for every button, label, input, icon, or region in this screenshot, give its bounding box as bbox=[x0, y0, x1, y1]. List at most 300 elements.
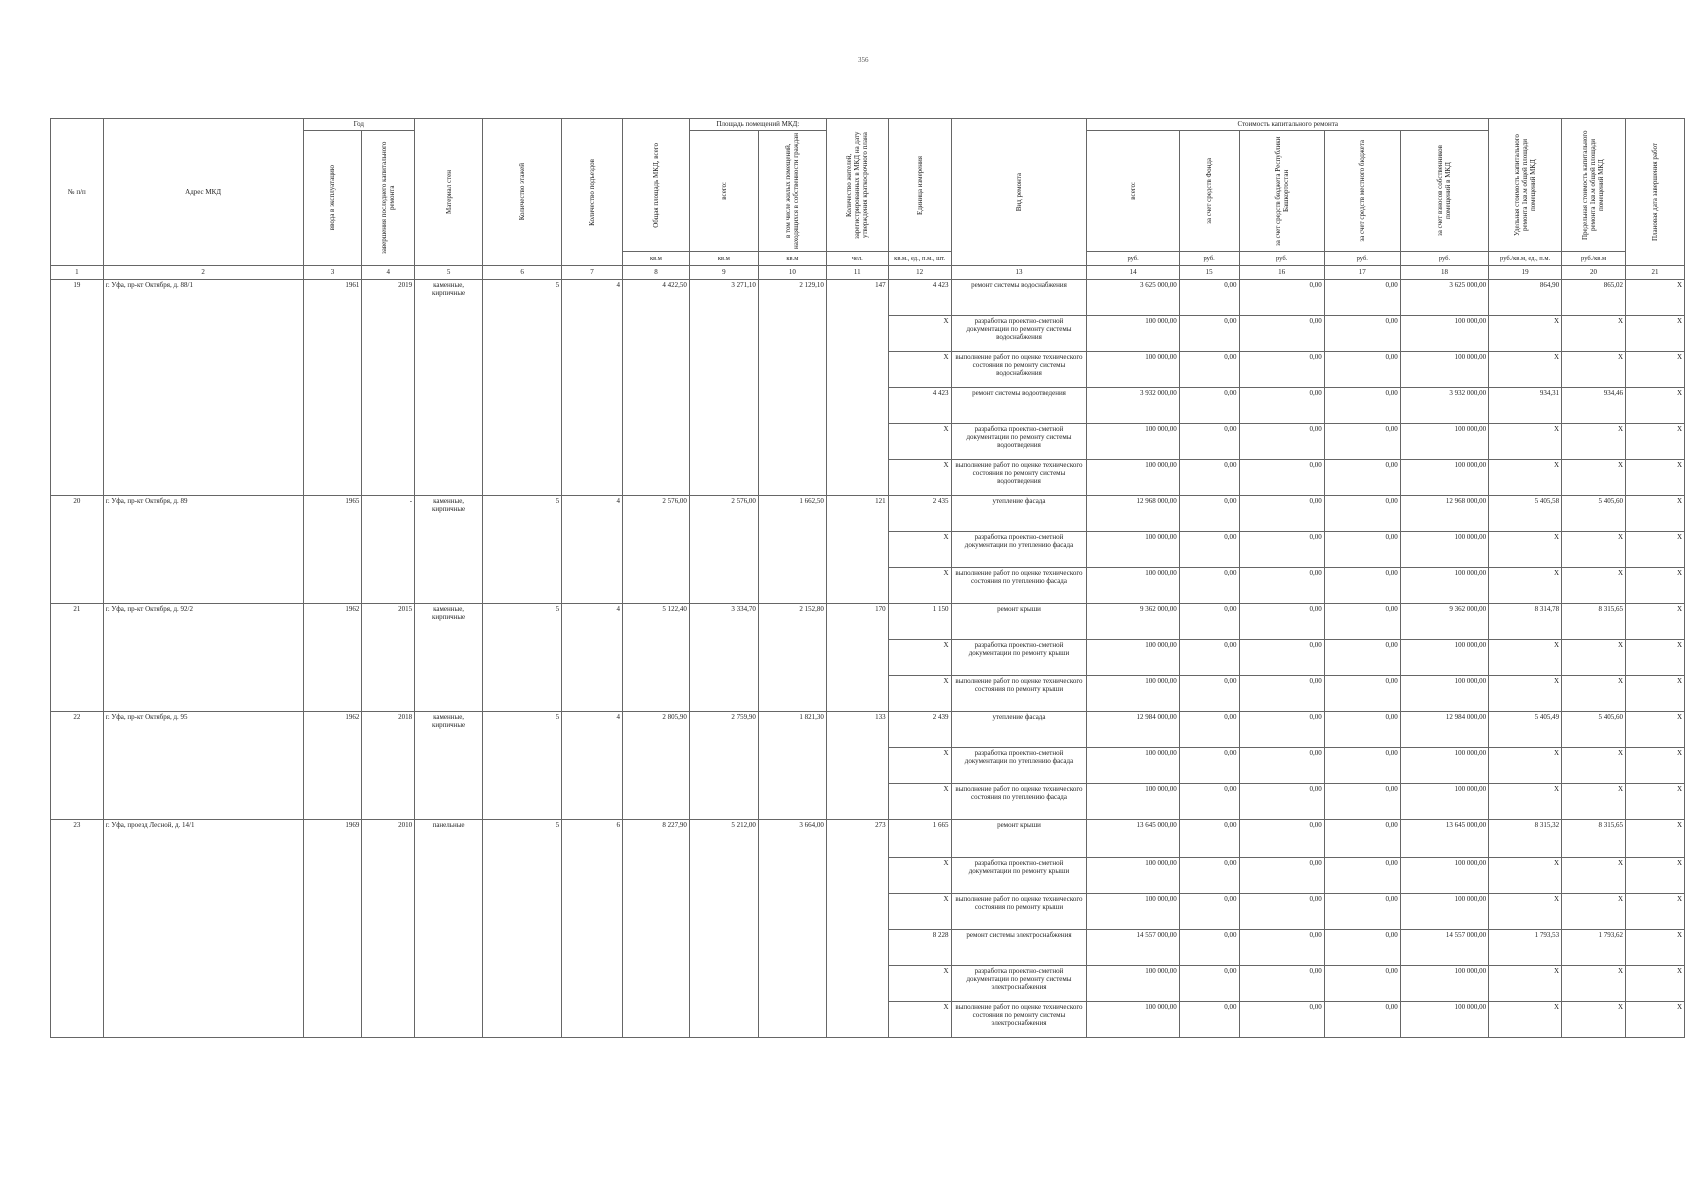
cost-total: 14 557 000,00 bbox=[1087, 930, 1179, 966]
max-cost: 8 315,65 bbox=[1562, 604, 1626, 640]
cost-owners: 3 625 000,00 bbox=[1400, 280, 1488, 316]
cost-local-budget: 0,00 bbox=[1324, 604, 1400, 640]
cost-owners: 100 000,00 bbox=[1400, 460, 1488, 496]
year-commission: 1961 bbox=[303, 280, 362, 496]
work-type: разработка проектно-сметной документации по утеплению фасада bbox=[951, 748, 1087, 784]
cost-total: 12 968 000,00 bbox=[1087, 496, 1179, 532]
cost-total: 100 000,00 bbox=[1087, 640, 1179, 676]
plan-date: X bbox=[1626, 532, 1685, 568]
unit-cost: 934,31 bbox=[1489, 388, 1562, 424]
premises-total: 2 576,00 bbox=[689, 496, 758, 604]
header-plan-date bbox=[1626, 119, 1685, 266]
cost-rb-budget: 0,00 bbox=[1239, 640, 1324, 676]
premises-contrib: 2 152,80 bbox=[758, 604, 826, 712]
max-cost: X bbox=[1562, 316, 1626, 352]
entrances-count: 4 bbox=[562, 280, 623, 496]
header-premises-total bbox=[689, 131, 758, 252]
cost-rb-budget: 0,00 bbox=[1239, 1002, 1324, 1038]
unit-fund: руб. bbox=[1179, 252, 1239, 266]
header-unit-cost-text: Удельная стоимость капитального ремонта 1кв.м общей площади помещений МКД bbox=[1513, 134, 1538, 236]
column-number: 11 bbox=[826, 266, 888, 280]
table-body bbox=[51, 280, 1685, 1038]
premises-total: 3 334,70 bbox=[689, 604, 758, 712]
cost-rb-budget: 0,00 bbox=[1239, 966, 1324, 1002]
plan-date: X bbox=[1626, 894, 1685, 930]
header-entrances bbox=[562, 119, 623, 266]
cost-owners: 100 000,00 bbox=[1400, 748, 1488, 784]
header-year-commission-text: ввода в эксплуатацию bbox=[328, 165, 337, 231]
cost-rb-budget: 0,00 bbox=[1239, 676, 1324, 712]
plan-date: X bbox=[1626, 388, 1685, 424]
premises-contrib: 3 664,00 bbox=[758, 820, 826, 1038]
table-row bbox=[51, 712, 1685, 748]
cost-rb-budget: 0,00 bbox=[1239, 316, 1324, 352]
column-number: 14 bbox=[1087, 266, 1179, 280]
column-number: 7 bbox=[562, 266, 623, 280]
header-unit bbox=[888, 119, 951, 252]
plan-date: X bbox=[1626, 748, 1685, 784]
work-quantity: X bbox=[888, 676, 951, 712]
cost-fund: 0,00 bbox=[1179, 280, 1239, 316]
cost-local-budget: 0,00 bbox=[1324, 424, 1400, 460]
header-owners-text: за счет взносов собственников помещений в МКД bbox=[1436, 145, 1453, 237]
cost-local-budget: 0,00 bbox=[1324, 894, 1400, 930]
wall-material: каменные, кирпичные bbox=[415, 712, 483, 820]
work-quantity: 4 423 bbox=[888, 280, 951, 316]
house-number: 22 bbox=[51, 712, 104, 820]
premises-contrib: 1 821,30 bbox=[758, 712, 826, 820]
cost-fund: 0,00 bbox=[1179, 1002, 1239, 1038]
year-last-repair: 2010 bbox=[362, 820, 415, 1038]
max-cost: X bbox=[1562, 640, 1626, 676]
total-area: 8 227,90 bbox=[622, 820, 689, 1038]
cost-fund: 0,00 bbox=[1179, 316, 1239, 352]
house-address: г. Уфа, пр-кт Октября, д. 95 bbox=[103, 712, 303, 820]
house-number: 23 bbox=[51, 820, 104, 1038]
unit-cost: X bbox=[1489, 748, 1562, 784]
column-number: 17 bbox=[1324, 266, 1400, 280]
house-address: г. Уфа, пр-кт Октября, д. 88/1 bbox=[103, 280, 303, 496]
header-num: № п/п bbox=[51, 119, 104, 266]
header-fund bbox=[1179, 131, 1239, 252]
plan-date: X bbox=[1626, 676, 1685, 712]
column-number: 5 bbox=[415, 266, 483, 280]
year-commission: 1962 bbox=[303, 712, 362, 820]
cost-fund: 0,00 bbox=[1179, 604, 1239, 640]
cost-total: 100 000,00 bbox=[1087, 858, 1179, 894]
work-type: разработка проектно-сметной документации по утеплению фасада bbox=[951, 532, 1087, 568]
floors-count: 5 bbox=[483, 712, 562, 820]
year-commission: 1962 bbox=[303, 604, 362, 712]
max-cost: X bbox=[1562, 676, 1626, 712]
premises-contrib: 1 662,50 bbox=[758, 496, 826, 604]
cost-rb-budget: 0,00 bbox=[1239, 388, 1324, 424]
cost-total: 100 000,00 bbox=[1087, 1002, 1179, 1038]
cost-total: 100 000,00 bbox=[1087, 894, 1179, 930]
cost-rb-budget: 0,00 bbox=[1239, 352, 1324, 388]
work-quantity: X bbox=[888, 640, 951, 676]
work-quantity: X bbox=[888, 568, 951, 604]
header-fund-text: за счет средств Фонда bbox=[1205, 158, 1214, 224]
house-number: 21 bbox=[51, 604, 104, 712]
work-type: выполнение работ по оценке технического состояния по утеплению фасада bbox=[951, 784, 1087, 820]
header-address: Адрес МКД bbox=[103, 119, 303, 266]
residents-count: 133 bbox=[826, 712, 888, 820]
cost-owners: 100 000,00 bbox=[1400, 316, 1488, 352]
unit-cost: X bbox=[1489, 894, 1562, 930]
cost-local-budget: 0,00 bbox=[1324, 676, 1400, 712]
cost-rb-budget: 0,00 bbox=[1239, 894, 1324, 930]
unit-unit-cost: руб./кв.м, ед., п.м. bbox=[1489, 252, 1562, 266]
cost-rb-budget: 0,00 bbox=[1239, 568, 1324, 604]
floors-count: 5 bbox=[483, 820, 562, 1038]
cost-owners: 12 968 000,00 bbox=[1400, 496, 1488, 532]
header-rb-budget-text: за счет средств бюджета Республики Башкортостан bbox=[1273, 136, 1290, 246]
work-quantity: 2 439 bbox=[888, 712, 951, 748]
cost-local-budget: 0,00 bbox=[1324, 568, 1400, 604]
year-last-repair: 2018 bbox=[362, 712, 415, 820]
cost-total: 100 000,00 bbox=[1087, 424, 1179, 460]
column-number: 12 bbox=[888, 266, 951, 280]
table-row bbox=[51, 820, 1685, 858]
floors-count: 5 bbox=[483, 496, 562, 604]
unit-cost: 5 405,58 bbox=[1489, 496, 1562, 532]
cost-local-budget: 0,00 bbox=[1324, 280, 1400, 316]
work-type: ремонт системы водоотведения bbox=[951, 388, 1087, 424]
unit-cost: 1 793,53 bbox=[1489, 930, 1562, 966]
work-type: выполнение работ по оценке технического состояния по ремонту системы водоснабжения bbox=[951, 352, 1087, 388]
cost-fund: 0,00 bbox=[1179, 640, 1239, 676]
cost-local-budget: 0,00 bbox=[1324, 460, 1400, 496]
header-floors bbox=[483, 119, 562, 266]
residents-count: 170 bbox=[826, 604, 888, 712]
work-quantity: X bbox=[888, 532, 951, 568]
header-local-budget bbox=[1324, 131, 1400, 252]
cost-owners: 13 645 000,00 bbox=[1400, 820, 1488, 858]
table-row bbox=[51, 604, 1685, 640]
cost-local-budget: 0,00 bbox=[1324, 748, 1400, 784]
unit-cost: X bbox=[1489, 784, 1562, 820]
work-type: разработка проектно-сметной документации по ремонту системы электроснабжения bbox=[951, 966, 1087, 1002]
cost-rb-budget: 0,00 bbox=[1239, 712, 1324, 748]
cost-local-budget: 0,00 bbox=[1324, 532, 1400, 568]
column-number: 13 bbox=[951, 266, 1087, 280]
cost-fund: 0,00 bbox=[1179, 676, 1239, 712]
header-rb-budget bbox=[1239, 131, 1324, 252]
house-address: г. Уфа, пр-кт Октября, д. 92/2 bbox=[103, 604, 303, 712]
work-type: разработка проектно-сметной документации по ремонту системы водоотведения bbox=[951, 424, 1087, 460]
plan-date: X bbox=[1626, 640, 1685, 676]
max-cost: 934,46 bbox=[1562, 388, 1626, 424]
unit-cost: 5 405,49 bbox=[1489, 712, 1562, 748]
unit-cost: X bbox=[1489, 1002, 1562, 1038]
plan-date: X bbox=[1626, 496, 1685, 532]
header-unit-cost bbox=[1489, 119, 1562, 252]
column-number: 15 bbox=[1179, 266, 1239, 280]
unit-local-budget: руб. bbox=[1324, 252, 1400, 266]
header-work-type-text: Вид ремонта bbox=[1014, 172, 1023, 212]
house-number: 19 bbox=[51, 280, 104, 496]
header-premises-contrib-text: в том числе жилых помещений, находящихся в собственности граждан bbox=[784, 133, 801, 249]
cost-total: 100 000,00 bbox=[1087, 748, 1179, 784]
cost-fund: 0,00 bbox=[1179, 496, 1239, 532]
repair-plan-table bbox=[50, 118, 1685, 1038]
work-quantity: X bbox=[888, 316, 951, 352]
work-quantity: X bbox=[888, 460, 951, 496]
premises-total: 5 212,00 bbox=[689, 820, 758, 1038]
plan-date: X bbox=[1626, 604, 1685, 640]
unit-premises-contrib: кв.м bbox=[758, 252, 826, 266]
cost-fund: 0,00 bbox=[1179, 352, 1239, 388]
unit-rb-budget: руб. bbox=[1239, 252, 1324, 266]
cost-owners: 100 000,00 bbox=[1400, 568, 1488, 604]
table-header bbox=[51, 119, 1685, 280]
table-row bbox=[51, 280, 1685, 316]
cost-local-budget: 0,00 bbox=[1324, 352, 1400, 388]
cost-fund: 0,00 bbox=[1179, 532, 1239, 568]
work-quantity: 1 150 bbox=[888, 604, 951, 640]
work-quantity: X bbox=[888, 1002, 951, 1038]
page-number: 356 bbox=[858, 56, 869, 64]
work-type: разработка проектно-сметной документации по ремонту крыши bbox=[951, 858, 1087, 894]
work-quantity: X bbox=[888, 424, 951, 460]
wall-material: каменные, кирпичные bbox=[415, 496, 483, 604]
cost-owners: 100 000,00 bbox=[1400, 966, 1488, 1002]
year-last-repair: - bbox=[362, 496, 415, 604]
cost-fund: 0,00 bbox=[1179, 858, 1239, 894]
cost-owners: 9 362 000,00 bbox=[1400, 604, 1488, 640]
unit-cost: X bbox=[1489, 532, 1562, 568]
column-number: 18 bbox=[1400, 266, 1488, 280]
total-area: 5 122,40 bbox=[622, 604, 689, 712]
cost-total: 3 625 000,00 bbox=[1087, 280, 1179, 316]
cost-fund: 0,00 bbox=[1179, 460, 1239, 496]
plan-date: X bbox=[1626, 316, 1685, 352]
cost-fund: 0,00 bbox=[1179, 966, 1239, 1002]
header-wall-material-text: Материал стен bbox=[444, 170, 453, 214]
cost-local-budget: 0,00 bbox=[1324, 712, 1400, 748]
total-area: 4 422,50 bbox=[622, 280, 689, 496]
unit-owners: руб. bbox=[1400, 252, 1488, 266]
header-cost-total-text: всего: bbox=[1129, 182, 1138, 200]
work-quantity: X bbox=[888, 858, 951, 894]
unit-cost: X bbox=[1489, 858, 1562, 894]
column-number: 6 bbox=[483, 266, 562, 280]
header-cost-total bbox=[1087, 131, 1179, 252]
max-cost: X bbox=[1562, 352, 1626, 388]
repair-plan-table-container bbox=[50, 118, 1685, 1038]
cost-rb-budget: 0,00 bbox=[1239, 460, 1324, 496]
plan-date: X bbox=[1626, 280, 1685, 316]
cost-local-budget: 0,00 bbox=[1324, 388, 1400, 424]
year-last-repair: 2019 bbox=[362, 280, 415, 496]
unit-cost: X bbox=[1489, 676, 1562, 712]
house-address: г. Уфа, проезд Лесной, д. 14/1 bbox=[103, 820, 303, 1038]
cost-rb-budget: 0,00 bbox=[1239, 858, 1324, 894]
cost-fund: 0,00 bbox=[1179, 784, 1239, 820]
floors-count: 5 bbox=[483, 280, 562, 496]
cost-local-budget: 0,00 bbox=[1324, 930, 1400, 966]
house-number: 20 bbox=[51, 496, 104, 604]
cost-rb-budget: 0,00 bbox=[1239, 280, 1324, 316]
work-type: ремонт крыши bbox=[951, 820, 1087, 858]
work-type: выполнение работ по оценке технического состояния по ремонту системы водоотведения bbox=[951, 460, 1087, 496]
cost-owners: 100 000,00 bbox=[1400, 894, 1488, 930]
total-area: 2 805,90 bbox=[622, 712, 689, 820]
cost-fund: 0,00 bbox=[1179, 930, 1239, 966]
header-premises-contrib bbox=[758, 131, 826, 252]
work-quantity: X bbox=[888, 352, 951, 388]
column-number: 9 bbox=[689, 266, 758, 280]
unit-total-area: кв.м bbox=[622, 252, 689, 266]
max-cost: X bbox=[1562, 784, 1626, 820]
cost-local-budget: 0,00 bbox=[1324, 316, 1400, 352]
work-quantity: X bbox=[888, 966, 951, 1002]
unit-cost: 8 314,78 bbox=[1489, 604, 1562, 640]
header-cost-group: Стоимость капитального ремонта bbox=[1087, 119, 1489, 131]
residents-count: 121 bbox=[826, 496, 888, 604]
max-cost: 5 405,60 bbox=[1562, 712, 1626, 748]
year-commission: 1969 bbox=[303, 820, 362, 1038]
max-cost: X bbox=[1562, 424, 1626, 460]
work-type: выполнение работ по оценке технического состояния по ремонту крыши bbox=[951, 894, 1087, 930]
header-max-cost bbox=[1562, 119, 1626, 252]
work-type: утепление фасада bbox=[951, 712, 1087, 748]
plan-date: X bbox=[1626, 352, 1685, 388]
cost-total: 100 000,00 bbox=[1087, 532, 1179, 568]
cost-fund: 0,00 bbox=[1179, 894, 1239, 930]
max-cost: X bbox=[1562, 1002, 1626, 1038]
cost-local-budget: 0,00 bbox=[1324, 1002, 1400, 1038]
entrances-count: 4 bbox=[562, 712, 623, 820]
cost-total: 100 000,00 bbox=[1087, 352, 1179, 388]
unit-cost: X bbox=[1489, 966, 1562, 1002]
premises-total: 2 759,90 bbox=[689, 712, 758, 820]
wall-material: каменные, кирпичные bbox=[415, 280, 483, 496]
cost-owners: 100 000,00 bbox=[1400, 676, 1488, 712]
column-number: 20 bbox=[1562, 266, 1626, 280]
premises-contrib: 2 129,10 bbox=[758, 280, 826, 496]
work-quantity: 8 228 bbox=[888, 930, 951, 966]
house-address: г. Уфа, пр-кт Октября, д. 89 bbox=[103, 496, 303, 604]
plan-date: X bbox=[1626, 712, 1685, 748]
cost-owners: 100 000,00 bbox=[1400, 858, 1488, 894]
column-number: 2 bbox=[103, 266, 303, 280]
column-number: 21 bbox=[1626, 266, 1685, 280]
max-cost: X bbox=[1562, 748, 1626, 784]
header-year-group: Год bbox=[303, 119, 415, 131]
max-cost: 1 793,62 bbox=[1562, 930, 1626, 966]
header-premises-group: Площадь помещений МКД: bbox=[689, 119, 826, 131]
residents-count: 273 bbox=[826, 820, 888, 1038]
header-work-type bbox=[951, 119, 1087, 266]
max-cost: 5 405,60 bbox=[1562, 496, 1626, 532]
header-max-cost-text: Предельная стоимость капитального ремонта 1кв.м общей площади помещений МКД bbox=[1581, 130, 1606, 240]
work-quantity: 1 665 bbox=[888, 820, 951, 858]
cost-total: 12 984 000,00 bbox=[1087, 712, 1179, 748]
header-residents-text: Количество жителей, зарегистрированных в МКД на дату утверждения краткосрочного плана bbox=[845, 131, 870, 239]
cost-owners: 3 932 000,00 bbox=[1400, 388, 1488, 424]
cost-owners: 14 557 000,00 bbox=[1400, 930, 1488, 966]
column-number: 1 bbox=[51, 266, 104, 280]
cost-rb-budget: 0,00 bbox=[1239, 424, 1324, 460]
cost-rb-budget: 0,00 bbox=[1239, 532, 1324, 568]
work-type: разработка проектно-сметной документации по ремонту системы водоснабжения bbox=[951, 316, 1087, 352]
cost-rb-budget: 0,00 bbox=[1239, 930, 1324, 966]
work-type: ремонт системы водоснабжения bbox=[951, 280, 1087, 316]
work-type: разработка проектно-сметной документации по ремонту крыши bbox=[951, 640, 1087, 676]
plan-date: X bbox=[1626, 460, 1685, 496]
cost-fund: 0,00 bbox=[1179, 424, 1239, 460]
cost-fund: 0,00 bbox=[1179, 820, 1239, 858]
cost-local-budget: 0,00 bbox=[1324, 966, 1400, 1002]
cost-owners: 100 000,00 bbox=[1400, 532, 1488, 568]
column-number: 10 bbox=[758, 266, 826, 280]
column-number: 8 bbox=[622, 266, 689, 280]
plan-date: X bbox=[1626, 930, 1685, 966]
max-cost: X bbox=[1562, 568, 1626, 604]
wall-material: каменные, кирпичные bbox=[415, 604, 483, 712]
unit-max-cost: руб./кв.м bbox=[1562, 252, 1626, 266]
unit-cost: 864,90 bbox=[1489, 280, 1562, 316]
header-entrances-text: Количество подъездов bbox=[588, 158, 597, 226]
cost-total: 100 000,00 bbox=[1087, 460, 1179, 496]
plan-date: X bbox=[1626, 820, 1685, 858]
column-number-row bbox=[51, 266, 1685, 280]
residents-count: 147 bbox=[826, 280, 888, 496]
header-year-last-repair bbox=[362, 131, 415, 266]
cost-local-budget: 0,00 bbox=[1324, 640, 1400, 676]
unit-measure: кв.м., ед., п.м., шт. bbox=[888, 252, 951, 266]
total-area: 2 576,00 bbox=[622, 496, 689, 604]
cost-local-budget: 0,00 bbox=[1324, 496, 1400, 532]
work-type: утепление фасада bbox=[951, 496, 1087, 532]
cost-total: 100 000,00 bbox=[1087, 316, 1179, 352]
cost-fund: 0,00 bbox=[1179, 712, 1239, 748]
wall-material: панельные bbox=[415, 820, 483, 1038]
header-premises-total-text: всего: bbox=[719, 182, 728, 200]
cost-rb-budget: 0,00 bbox=[1239, 820, 1324, 858]
work-quantity: X bbox=[888, 748, 951, 784]
unit-cost: X bbox=[1489, 352, 1562, 388]
year-last-repair: 2015 bbox=[362, 604, 415, 712]
work-type: выполнение работ по оценке технического состояния по ремонту крыши bbox=[951, 676, 1087, 712]
header-local-budget-text: за счет средств местного бюджета bbox=[1358, 140, 1367, 242]
max-cost: 865,02 bbox=[1562, 280, 1626, 316]
max-cost: X bbox=[1562, 894, 1626, 930]
work-quantity: X bbox=[888, 894, 951, 930]
cost-total: 100 000,00 bbox=[1087, 966, 1179, 1002]
entrances-count: 4 bbox=[562, 496, 623, 604]
plan-date: X bbox=[1626, 424, 1685, 460]
cost-local-budget: 0,00 bbox=[1324, 784, 1400, 820]
entrances-count: 4 bbox=[562, 604, 623, 712]
cost-rb-budget: 0,00 bbox=[1239, 748, 1324, 784]
unit-cost-total: руб. bbox=[1087, 252, 1179, 266]
max-cost: X bbox=[1562, 966, 1626, 1002]
header-floors-text: Количество этажей bbox=[518, 163, 527, 221]
work-type: выполнение работ по оценке технического состояния по утеплению фасада bbox=[951, 568, 1087, 604]
max-cost: 8 315,65 bbox=[1562, 820, 1626, 858]
header-wall-material bbox=[415, 119, 483, 266]
header-unit-text: Единица измерения bbox=[915, 155, 924, 215]
cost-fund: 0,00 bbox=[1179, 568, 1239, 604]
cost-owners: 12 984 000,00 bbox=[1400, 712, 1488, 748]
cost-total: 9 362 000,00 bbox=[1087, 604, 1179, 640]
cost-local-budget: 0,00 bbox=[1324, 820, 1400, 858]
header-total-area bbox=[622, 119, 689, 252]
entrances-count: 6 bbox=[562, 820, 623, 1038]
